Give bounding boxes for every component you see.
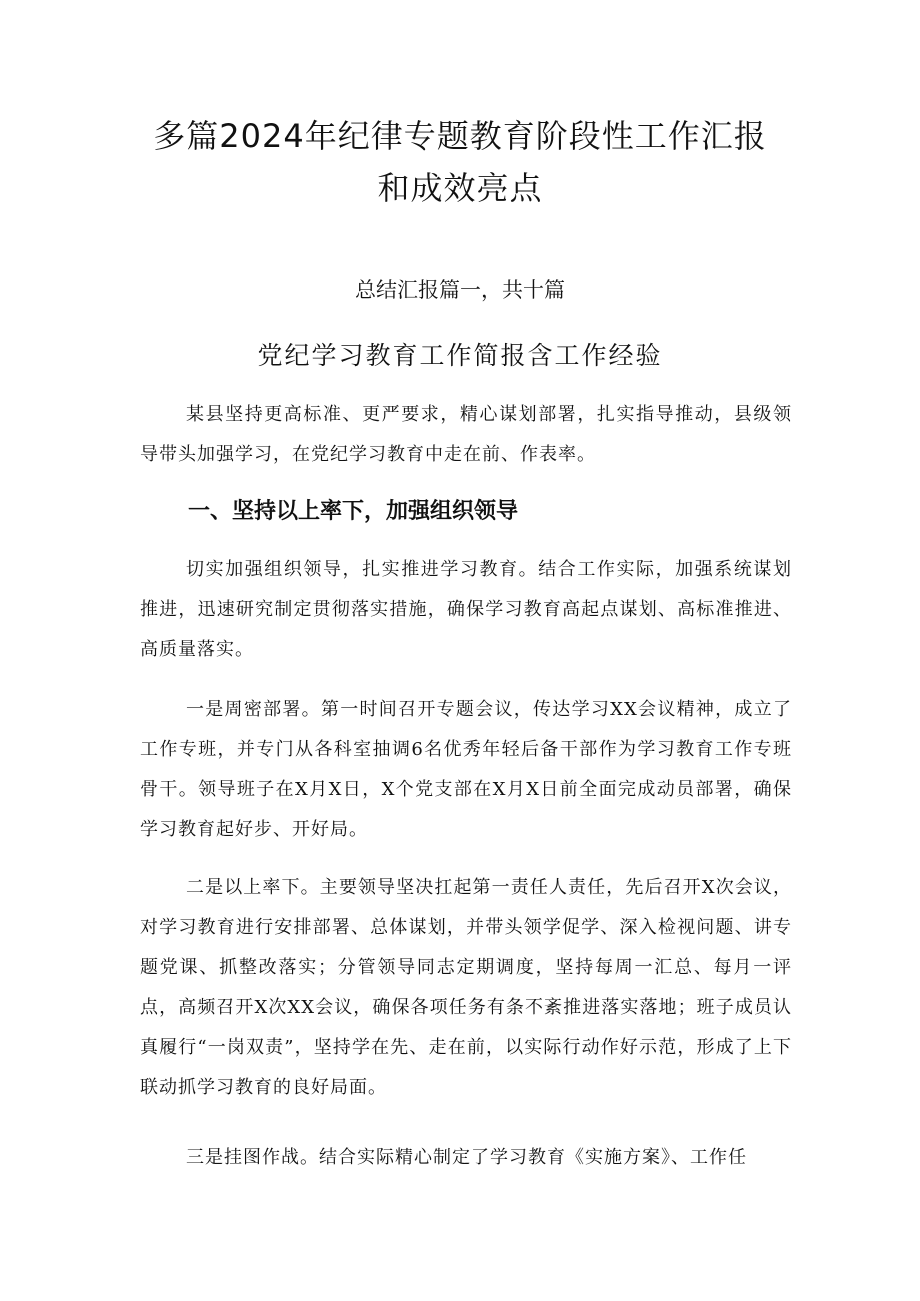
heading-1: 一、坚持以上率下，加强组织领导 [188,499,519,524]
paragraph-1: 切实加强组织领导，扎实推进学习教育。结合工作实际，加强系统谋划推进，迅速研究制定贯彻落实措施，确保学习教育高起点谋划、高标准推进、高质量落实。 [140,559,792,660]
section-title: 党纪学习教育工作简报含工作经验 [257,341,663,370]
paragraph-3: 二是以上率下。主要领导坚决扛起第一责任人责任，先后召开X次会议，对学习教育进行安排部署、总体谋划，并带头领学促学、深入检视问题、讲专题党课、抓整改落实；分管领导同志定期调度，坚持每周一汇总、每月一评点，高频召开X次XX会议，确保各项任务有条不紊推进落实落地；班子成员认真履行“一岗双责”，坚持学在先、走在前，以实际行动作好示范，形成了上下联动抓学习教育的良好局面。 [140,877,792,1098]
paragraph-2: 一是周密部署。第一时间召开专题会议，传达学习XX会议精神，成立了工作专班，并专门从各科室抽调6名优秀年轻后备干部作为学习教育工作专班骨干。领导班子在X月X日，X个党支部在X月X日前全面完成动员部署，确保学习教育起好步、开好局。 [140,699,792,840]
intro-paragraph: 某县坚持更高标准、更严要求，精心谋划部署，扎实指导推动，县级领导带头加强学习，在党纪学习教育中走在前、作表率。 [140,404,792,465]
paragraph-4: 三是挂图作战。结合实际精心制定了学习教育《实施方案》、工作任 [186,1147,747,1168]
title-line-2: 和成效亮点 [377,169,543,207]
document-subtitle: 总结汇报篇一，共十篇 [355,278,565,302]
document-title [120,110,800,214]
title-line-1: 多篇2024年纪律专题教育阶段性工作汇报 [153,117,767,155]
